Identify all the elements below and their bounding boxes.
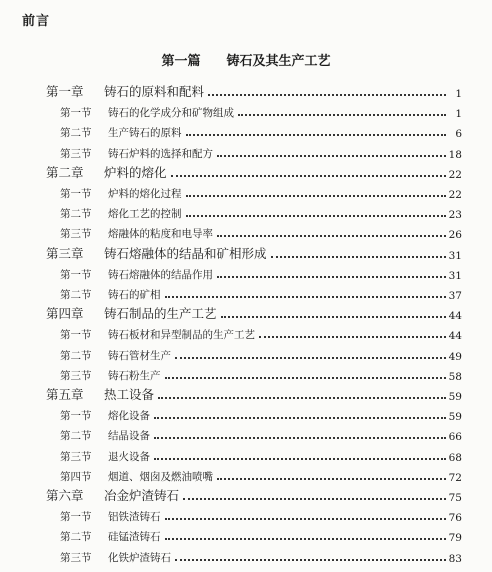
preface-heading: 前言 xyxy=(22,14,51,29)
page-number: 79 xyxy=(448,532,462,545)
toc-section-row xyxy=(60,403,462,423)
chapter-title: 铸石的原料和配料 xyxy=(104,84,205,99)
section-number: 第一节 xyxy=(60,410,92,423)
section-number: 第三节 xyxy=(60,450,92,463)
toc-chapter-row xyxy=(46,161,462,181)
toc-section-row xyxy=(60,221,462,241)
section-number: 第三节 xyxy=(60,369,92,382)
toc-section-row xyxy=(60,100,462,120)
section-number: 第二节 xyxy=(60,531,92,544)
page-number: 22 xyxy=(448,168,462,181)
toc-section-row xyxy=(60,181,462,201)
toc-chapter-row xyxy=(46,242,462,262)
chapter-title: 冶金炉渣铸石 xyxy=(104,488,180,503)
section-number: 第三节 xyxy=(60,228,92,241)
part-label: 第一篇 xyxy=(161,54,201,69)
chapter-number: 第二章 xyxy=(46,164,84,180)
toc-section-row xyxy=(60,504,462,524)
section-title: 化铁炉渣铸石 xyxy=(108,551,171,564)
toc-section-row xyxy=(60,120,462,140)
chapter-number: 第三章 xyxy=(46,245,84,261)
page-number: 72 xyxy=(448,471,462,484)
section-title: 熔融体的粘度和电导率 xyxy=(108,228,213,241)
chapter-number: 第四章 xyxy=(46,306,84,322)
page-number: 37 xyxy=(448,290,462,302)
dot-leader xyxy=(165,377,447,379)
page-number: 75 xyxy=(448,492,462,504)
section-title: 熔化工艺的控制 xyxy=(108,208,182,221)
toc-section-row xyxy=(60,524,462,544)
section-number: 第二节 xyxy=(60,289,92,301)
dot-leader xyxy=(238,114,446,116)
dot-leader xyxy=(221,316,446,318)
section-number: 第三节 xyxy=(60,147,92,160)
section-title: 铸石板材和异型制品的生产工艺 xyxy=(108,329,255,342)
dot-leader xyxy=(217,276,446,278)
dot-leader xyxy=(259,336,446,338)
chapter-title: 炉料的熔化 xyxy=(104,164,167,180)
section-number: 第一节 xyxy=(60,107,92,120)
dot-leader xyxy=(158,397,446,399)
section-number: 第四节 xyxy=(60,470,92,483)
toc-section-row xyxy=(60,141,462,161)
toc-section-row xyxy=(60,322,462,342)
page-number: 18 xyxy=(448,148,462,161)
page-number: 68 xyxy=(448,451,462,464)
section-title: 铸石的化学成分和矿物组成 xyxy=(108,107,234,120)
section-title: 生产铸石的原料 xyxy=(108,127,182,140)
dot-leader xyxy=(175,559,446,561)
dot-leader xyxy=(271,256,446,258)
page-number: 58 xyxy=(448,370,462,383)
dot-leader xyxy=(165,518,447,520)
page-number: 1 xyxy=(455,88,462,100)
dot-leader xyxy=(217,478,446,480)
toc-section-row xyxy=(60,282,462,302)
dot-leader xyxy=(183,498,446,500)
part-heading xyxy=(0,50,492,69)
page-number: 66 xyxy=(448,431,462,444)
dot-leader xyxy=(154,458,446,460)
toc-section-row xyxy=(60,201,462,221)
page-number: 1 xyxy=(455,108,462,121)
toc-chapter-row xyxy=(46,383,462,403)
toc-chapter-row xyxy=(46,80,462,100)
toc-section-row xyxy=(60,262,462,282)
toc-section-row xyxy=(60,545,462,565)
dot-leader xyxy=(186,134,447,136)
toc-section-row xyxy=(60,343,462,363)
section-number: 第二节 xyxy=(60,430,92,443)
section-number: 第二节 xyxy=(60,349,92,362)
page-number: 6 xyxy=(455,128,462,141)
toc-section-row xyxy=(60,464,462,484)
dot-leader xyxy=(165,538,447,540)
chapter-number: 第一章 xyxy=(46,84,84,99)
section-number: 第二节 xyxy=(60,127,92,140)
dot-leader xyxy=(217,155,446,157)
page-number: 31 xyxy=(448,249,462,262)
section-number: 第一节 xyxy=(60,188,92,200)
toc-section-row xyxy=(60,423,462,443)
dot-leader xyxy=(154,437,446,439)
section-title: 铸石炉料的选择和配方 xyxy=(108,147,213,160)
page-number: 59 xyxy=(448,411,462,424)
page-number: 83 xyxy=(448,552,462,565)
section-title: 退火设备 xyxy=(108,450,150,463)
dot-leader xyxy=(175,357,446,359)
chapter-title: 铸石熔融体的结晶和矿相形成 xyxy=(104,245,267,261)
dot-leader xyxy=(186,215,447,217)
dot-leader xyxy=(154,417,446,419)
toc-chapter-row xyxy=(46,302,462,322)
page-number: 49 xyxy=(448,350,462,363)
toc-section-row xyxy=(60,444,462,464)
chapter-title: 热工设备 xyxy=(104,387,155,402)
section-number: 第三节 xyxy=(60,551,92,564)
dot-leader xyxy=(217,235,446,237)
section-title: 铸石粉生产 xyxy=(108,369,161,382)
section-title: 结晶设备 xyxy=(108,430,150,443)
page-number: 31 xyxy=(448,269,462,282)
section-title: 炉料的熔化过程 xyxy=(108,188,182,200)
page-number: 76 xyxy=(448,512,462,525)
chapter-number: 第五章 xyxy=(46,387,84,402)
page-number: 22 xyxy=(448,189,462,201)
page-number: 26 xyxy=(448,229,462,242)
page-number: 44 xyxy=(448,330,462,343)
section-title: 烟道、烟囱及燃油喷嘴 xyxy=(108,470,213,483)
toc-section-row xyxy=(60,363,462,383)
dot-leader xyxy=(171,175,446,177)
chapter-title: 铸石制品的生产工艺 xyxy=(104,306,217,322)
page-number: 23 xyxy=(448,209,462,222)
page-number: 44 xyxy=(448,310,462,323)
section-title: 铝铁渣铸石 xyxy=(108,511,161,524)
chapter-number: 第六章 xyxy=(46,488,84,503)
page-number: 59 xyxy=(448,391,462,403)
dot-leader xyxy=(165,296,447,298)
toc-chapter-row xyxy=(46,484,462,504)
section-number: 第一节 xyxy=(60,329,92,342)
dot-leader xyxy=(208,94,446,96)
section-title: 铸石熔融体的结晶作用 xyxy=(108,268,213,281)
part-title-text: 铸石及其生产工艺 xyxy=(226,54,331,69)
section-title: 熔化设备 xyxy=(108,410,150,423)
section-title: 铸石管材生产 xyxy=(108,349,171,362)
section-title: 硅锰渣铸石 xyxy=(108,531,161,544)
dot-leader xyxy=(186,195,447,197)
section-title: 铸石的矿相 xyxy=(108,289,161,301)
section-number: 第二节 xyxy=(60,208,92,221)
section-number: 第一节 xyxy=(60,511,92,524)
section-number: 第一节 xyxy=(60,268,92,281)
